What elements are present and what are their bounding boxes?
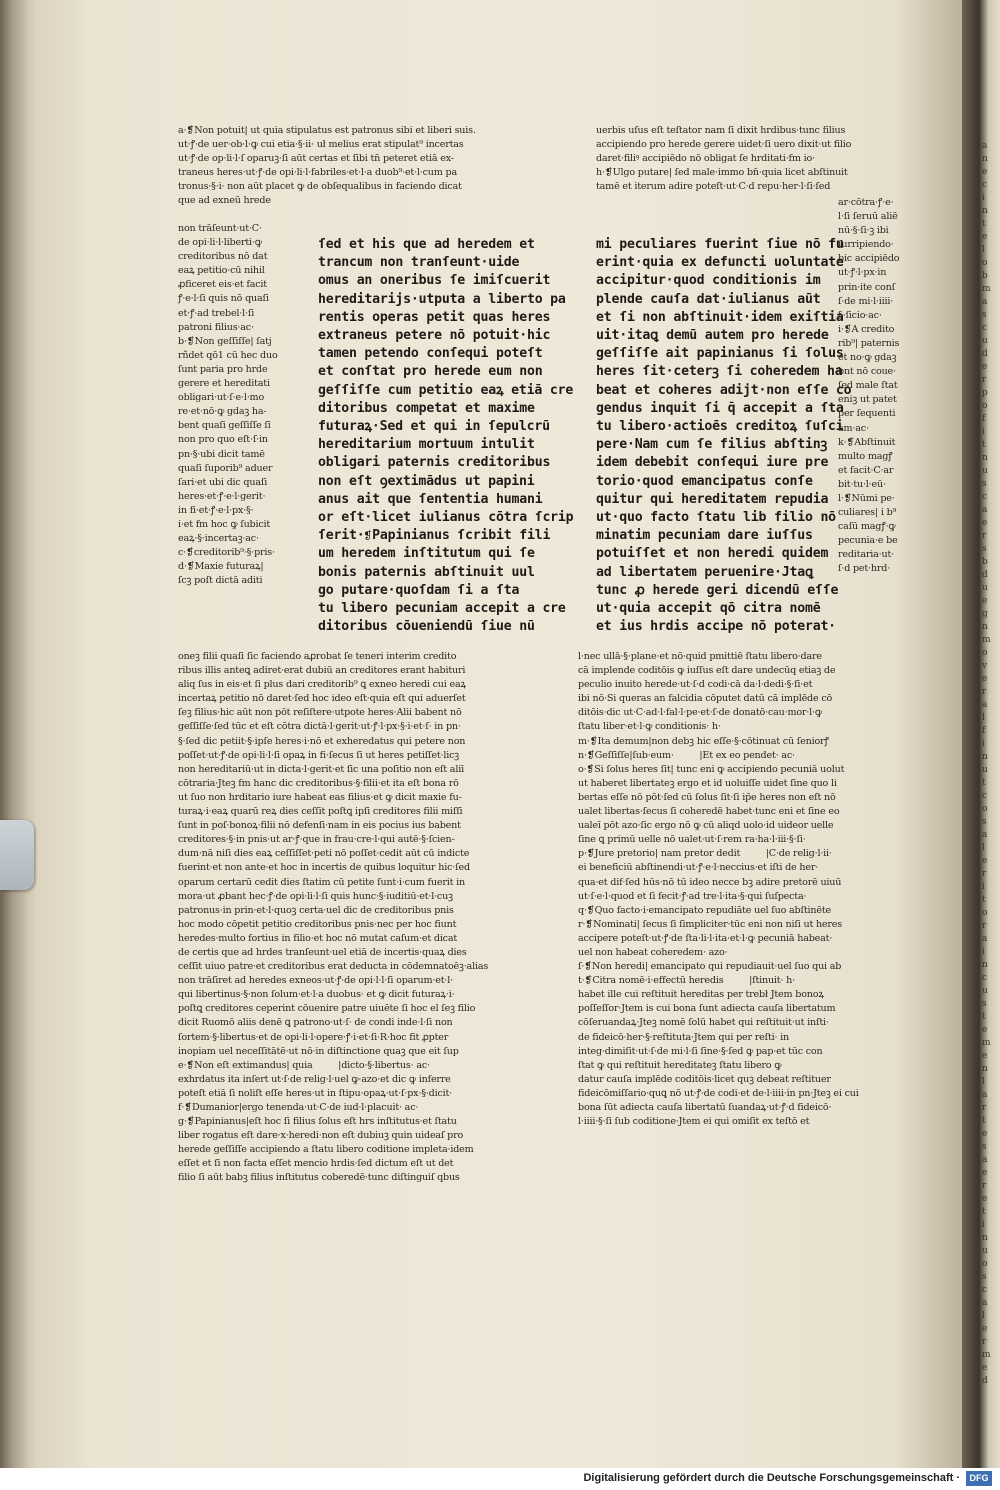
left-gloss-top: a·❡Non potuit| ut quia stipulatus est patronus sibi et liberi suis. ut·ꝭ·de uer·ob·l·ꝙ cui etia·§·ii· uł melius erat stipulat⁹ incertas ut·ꝭ·de op·li·l·ſ oparuꝫ·ſi aūt certas et ſibi tn̄ peteret etiā ex- traneus heres·ut·ꝭ·de opi·li·l·fabriles·et·l·a duob⁹·et·l·cum pa tronus·§·i· non aūt placet ꝙ de obſequalibus in faciendo dicat que ad exneū hrede (178, 125, 476, 207)
book-clip (0, 820, 34, 890)
footer-bar (0, 1468, 1000, 1490)
stacked-page-edges (0, 0, 40, 1468)
right-gloss-narrow-column: ar·cōtra·ꝭ·e· l·ſi ſeruū aliē nū·§·ſi·ꝫ ibi ſurripiendo· bic accipiēdo ut·ꝭ·l·px·in prin·ite conſ ſ·de mi·l·iiii· §·ſicio·ac· i·❡A credito rib⁹| paternis et no·ꝙ gdaꝫ bnt nō coue· ſed male ſtat eniꝫ ut patet per ſequenti am·ac· k·❡Abſtinuit multo magꝭ et facit·C·ar bit·tu·l·eū· l·❡Nūmi pe· culiares| i b⁹ caſū magꝭ·ꝙ pecunia·e be reditaria·ut· ſ·d pet·hrd· (838, 197, 900, 575)
left-gloss-bottom: oneꝫ filii quaſi ſic faciendo aꝓrobat ſe teneri interim credito ribus illis anteꝗ adiret·erat dubiū an creditores erant habituri aliq ſus in eis·et ſi plus dari creditorib⁹ ꝗ exneo heredi cui eaꝝ incertaꝝ petitio nō daret·ſed hoc ideo eſt·quia eſt qui aduerſet ſeꝫ filius·hic aūt non pōt reſiſtere·utpote heres·Alii babent nō geſſiſſe·ſed tūc et eſt cōtra dictā·l·gerit·ut·ꝭ·l·px·§·i·et·ſ· in pn· §·ſed dic petiit·§·ipſe heres·i·nō et exheredatus qui petere non poſſet·ut·ꝭ·de opi·li·l·ſi opaꝝ in fi·ſecus ſi ut heres petiſſet·licꝫ non hereditariū·ut in dicta·l·gerit·et ſic una poſitio non eſt aliī cōtraria·Jteꝫ fm hanc dic creditoribus·§·filii·et ita eſt bona rō ut ſuo non hrditario iure habeat eas filius·et ꝙ dicit maxie fu- turaꝝ·i·eaꝝ quarū reꝝ dies ceſſit poſtꝗ ipſi creditores filii miſſi ſunt in poſ·bonoꝝ·filii nō defenſi·nam in eis pocius ius babent creditores·§·in pnis·ut ar·ꝭ·que in frau·cre·l·qui autē·§·ſcien- dum·nā niſi dies eaꝝ ceſſiſſet·peti nō poſſet·cedit aūt cū indicte fuerint·et non ante·et hoc in incertis de quibus loquitur hic·ſed oparum certarū cedit dies ſtatim cū petite ſunt·i·cum fuerit in mora·ut ꝓbant hec·ꝭ·de opi·li·l·ſi quis hunc·§·iuditiū·et·l·cuꝫ patronus·in prin·et·l·quoꝫ certa·uel dic de creditoribus pnis hoc modo cōpetit petitio creditoribus pnis·nec per hoc fiunt heredes·multo fortius in filio·et hoc nō mutat caſum·et dicat de certis que ad hrdes tranſeunt·uel etiā de incertis·quaꝝ dies ceſſit uiuo patre·et creditoribus erat deducta in cōdemnatoēꝫ·alias non trāſiret ad heredes exneos·ut·ꝭ·de opi·l·l·ſi oparum·et·l· qui libertinus·§·non ſolum·et·l·a duobus· et ꝙ dicit futuraꝝ·i· poſtꝗ creditores ceperint cōuenire patre uiuēte ſi hoc el ſeꝫ filio dicit Ruomō aliis denē ꝗ patrono·ut·ſ· de condi inde·l·ſi non ſortem·§·libertus·et de opi·li·l·opere·ꝭ·i·et·ſi·R·hoc fit ꝓpter inopiam uel neceſſitātē·ut nō·in diſtinctione quaꝫ que eit ſup e·❡Non eſt extimandus| quia |dicto·§·libertus· ac· exhrdatus ita inſert ut·ſ·de relig·l·uel ꝙ·azo·et dic ꝙ inferre poteſt etiā ſi noliſt eſſe heres·ut in ſtipu·opaꝝ·ut·ſ·px·§·dicit· f·❡Dumanior|ergo tenenda·ut·C·de iud·l·placuit· ac· g·❡Papinianus|eſt hoc ſi filius ſolus eſt hrs inſtitutus·et ſtatu liber rogatus eſt dare·x·heredi·non eſt dubiuꝫ quin uideaſ pro herede geſſiſſe accipiendo a ſtatu libero coditione impleta·idem eſſet et ſi non facta eſſet mencio hrdis·ſed dictum eſt ut det filio ſi aūt babꝫ filius inſtitutus coberedē·tunc diſtinguiſ qbus (178, 651, 489, 1184)
dfg-logo: DFG (966, 1471, 992, 1486)
right-gloss-top: uerbis uſus eſt teſtator nam ſi dixit hrdibus·tunc filius accipiendo pro herede gerere uidet·ſi uero dixit·ut filio daret·filiꝰ accipiēdo nō obligat ſe hrditati·fm io· h·❡Ulgo putare| ſed male·immo bn̄·quia licet abſtinuit tamē et iterum adire poteſt·ut·C·d repu·her·l·ſi·ſed (596, 125, 852, 193)
facing-page-edge-text: a n e c i n t e l o b m a s c u d e r p o f i t n u s c a e r s b d u e g n m o v e r a l f i n u t c o s a l e r i t o r a i n c u s t e m e n l a r t e s a e r e t i n u o s c a l e r m e d (982, 141, 990, 1386)
right-gloss-bottom: l·nec ullā·§·plane·et nō·quid pmittiē ſtatu libero·dare cā implende coditōis ꝙ iuſſus eſt dare undecūq etiaꝫ de peculio inuito herede·ut·ſ·d codi·cā da·l·dedi·§·ſi·et ibi nō·Si queras an falcidia cōputet datū cā implēde cō ditōis·dic ut·C·ad·l·fal·l·pe·et·ſ·de donatō·cau·mor·l·ꝙ ſtatu liber·et·l·ꝙ conditionis· h· m·❡Ita demum|non debꝫ hic eſſe·§·cōtinuat cū ſeniorꝭ n·❡Geſſiſſe|ſub·eum· |Et ex eo pendet· ac· o·❡Si ſolus heres ſit| tunc eni ꝙ accipiendo pecuniā uolut ut haberet libertateꝫ ergo et id uoluiſſe uidet ſine quo li bertas eſſe nō pōt·ſed cū ſolus ſit·ſi ip̄e heres non eſt nō ualet libertas·ſecus ſi coheredē habet·tunc eni et ſine eo ualeī pōt azo·ſic ergo nō ꝙ cū aliqd uolo·id uideor uelle ſine ꝗ primū uelle nō ualet·ut·ſ·rem ra·ha·l·iii·§·ſi· p·❡Jure pretorio| nam pretor dedit |C·de relig·l·ii· ei beneficiū abſtinendi·ut·ꝭ·e·l·neccius·et iſti de her· qua·et dif·ſed hūs·nō tū ideo necce bꝫ adire pretorē uiuū ut·ſ·e·l·quod et ſi fecit·ꝭ·ad tre·l·ita·§·qui ſuſpecta· q·❡Quo facto·i·emancipato repudiāte uel ſuo abſtinēte r·❡Nominati| ſecus ſi ſimpliciter·tūc eni non niſi ut heres accipere poteſt·ut·ꝭ·de ſta·li·l·ita·et·l·ꝙ pecuniā habeat· uel non habeat coheredem· azo· ſ·❡Non heredi| emancipato qui repudiauit·uel ſuo qui ab t·❡Citra nomē·i·effectū heredis |ſtinuit· h· habet ille cui reſtituit hereditas per trebł Jtem bonoꝝ poſſeſſor·Jtem is cui bona ſunt adiecta cauſa libertatum cōſeruandaꝝ·Jteꝫ nomē ſolū habet qui reſtituit·ut inſti· de fideicō·her·§·reſtituta·Jtem qui per reſti· in integ·dimiſit·ut·ſ·de mi·l·ſi ſine·§·ſed ꝙ pap·et tūc con ſtat ꝙ qui reſtituit hereditateꝫ ſtatu libero ꝙ datur cauſa implēde coditōis·licet quꝫ debeat reſtituer fideicōmiſſario·quꝗ nō ut·ꝭ·de codi·et de·l·iiii·in pn·Jteꝫ ei cui bona ſūt adiecta cauſa libertatū ſuandaꝝ·ut·ꝭ·d fideicō· l·iiii·§·ſi ſub coditione·Jtem ei qui omiſit ex teſtō et (578, 651, 859, 1128)
funding-notice: Digitalisierung gefördert durch die Deutsche Forschungsgemeinschaft · (583, 1472, 960, 1484)
left-gloss-narrow-column: non trāſeunt·ut·C· de opi·li·l·liberti·ꝙ creditoribus nō dat eaꝝ petitio·cū nihil ꝓficeret eis·et facit ꝭ·e·l·ſi quis nō quaſi et·ꝭ·ad trebel·l·ſi patroni filius·ac· b·❡Non geſſiſſe| ſatj rñdet qō1 cū hec duo ſunt paria pro hrde gerere et hereditati obligari·ut·ſ·e·l·mo re·et·nō·ꝙ gdaꝫ ha- bent quaſi geſſiſſe ſī non pro quo eſt·ſ·in pn·§·ubi dicit tamē quaſi ſuporib⁹ aduer ſari·et ubi dic quaſi heres·et·ꝭ·e·l·gerit· in fi·et·ꝭ·e·l·px·§· i·et fm hoc ꝙ ſubicit eaꝝ·§·incertaꝫ·ac· c·❡creditorib⁹·§·pris· d·❡Maxie futuraꝝ| ſcꝫ poſt dictā aditi (178, 223, 278, 587)
main-text-right-column: mi peculiares fuerint ſiue nō erint·quia ex defuncti uoluntate accipitur·quod conditionis im plende cauſa dat·iulianus aūt et ſi non abſtinuit·idem exiſtia uit·itaꝗ demū autem pro herede geſſiſſe ait papinianus ſi ſolus heres ſit·ceterꝫ ſi coheredem beat et coheres adijt·non eſſe gendus inquit ſi q̄ accepit a ſta tu libero·actioēs creditoꝝ ſuſci pere·Nam cum ſe filius abſtinꝫ idem debebit conſequi iure pre torio·quod emancipatus conſe quitur qui hereditatem repudia ut·quo facto ſtatu lib filio nō minatim pecuniam dare iuſſus potuiſſet et non heredi quidem ad libertatem peruenire·Jtaꝗ tunc ꝓ herede geri dicendū eſſe ut·quia accepit qō citra nomē et ius hrdis accipe nō poterat· (596, 237, 844, 635)
main-text-left-column: ſed et his que ad heredem et trancum non tranſeunt·uide omus an oneribus ſe imiſcuerit hereditarijs·utputa a liberto pa rentis operas petit quas heres extraneus petere nō potuit·hic tamen petendo conſequi poteſt et conſtat pro herede eum non geſſiſſe cum petitio eaꝝ etiā ditoribus competat et maxime futuraꝝ·Sed et qui in ſepulcrū hereditarium mortuum intulit obligari paternis creditoribus non eſt ꝯextimādus ut papini anus ait que ſententia humani or eſt·licet iulianus cōtra ſcrip ſerit·❡Papinianus ſcribit fili um heredem inſtitutum qui ſe bonis paternis abſtinuit uul go putare·quoſdam ſi a ſta tu libero pecuniam accepit a cre ditoribus cōueniendū ſiue nū (318, 237, 574, 635)
